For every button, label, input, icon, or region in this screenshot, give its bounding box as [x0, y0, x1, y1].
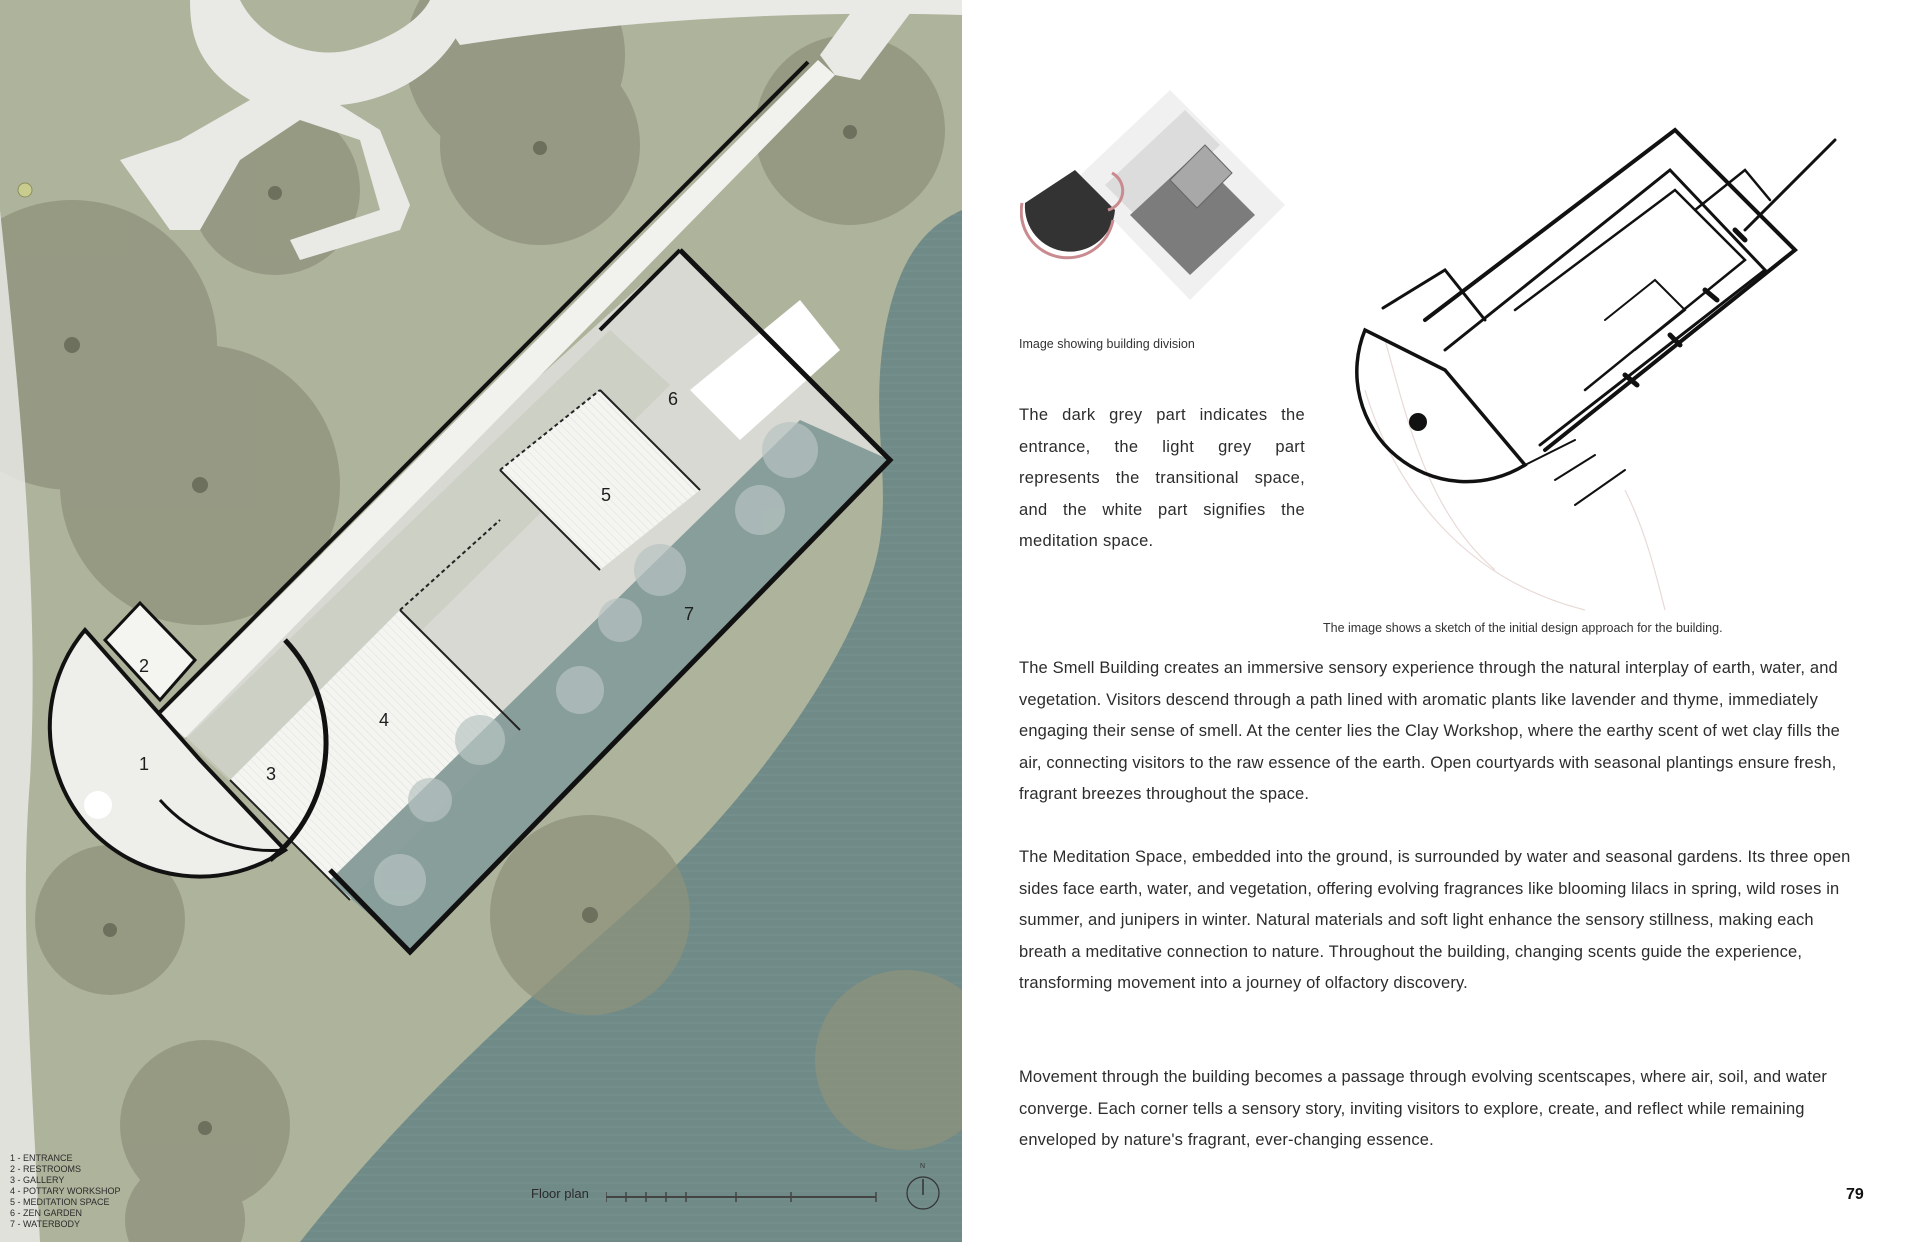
legend-item: 1 - ENTRANCE — [10, 1153, 73, 1163]
body-paragraph-1: The Smell Building creates an immersive sensory experience through the natural interplay of earth, water, and vegetation. Visitors descend through a path lined with aromatic plants like lavender and thyme, immediately engaging their sense of smell. At the center lies the Clay Workshop, where the earthy scent of wet clay fills the air, connecting visitors to the raw essence of the earth. Open courtyards with seasonal plantings ensure fresh, fragrant breezes throughout the space. — [1019, 659, 1840, 803]
design-sketch — [1325, 110, 1870, 620]
building-division-diagram — [1020, 85, 1290, 315]
north-label: N — [920, 1163, 926, 1170]
room-number-waterbody: 7 — [684, 604, 695, 624]
room-number-restrooms: 2 — [139, 656, 150, 676]
scale-label: Floor plan — [531, 1186, 589, 1201]
room-number-zen-garden: 6 — [668, 389, 679, 409]
room-number-pottery-workshop: 4 — [379, 710, 390, 730]
legend-item: 3 - GALLERY — [10, 1175, 65, 1185]
legend-item: 6 - ZEN GARDEN — [10, 1208, 83, 1218]
body-paragraph-3: Movement through the building becomes a passage through evolving scentscapes, where air, soil, and water converge. Each corner tells a sensory story, inviting visitors to explore, create, and reflect while remaining enveloped by nature's fragrant, ever-changing essence. — [1019, 1068, 1828, 1149]
legend-item: 7 - WATERBODY — [10, 1219, 81, 1229]
scale-bar — [606, 1190, 886, 1204]
body-paragraph-2: The Meditation Space, embedded into the ground, is surrounded by water and seasonal gardens. Its three open sides face earth, water, and vegetation, offering evolving fragrances like blooming lilacs in spring, wild roses in summer, and junipers in winter. Natural materials and soft light enhance the sensory stillness, making each breath a meditative connection to nature. Throughout the building, changing scents guide the experience, transforming movement into a journey of olfactory discovery. — [1019, 848, 1851, 992]
room-number-entrance: 1 — [139, 754, 150, 774]
room-number-meditation-space: 5 — [601, 485, 612, 505]
room-number-gallery: 3 — [266, 764, 277, 784]
legend-item: 2 - RESTROOMS — [10, 1164, 82, 1174]
marker-dot — [18, 183, 32, 197]
sketch-caption: The image shows a sketch of the initial design approach for the building. — [1323, 621, 1723, 635]
north-arrow-icon — [905, 1175, 941, 1211]
floor-plan-legend — [10, 1153, 121, 1230]
intro-paragraph: The dark grey part indicates the entrance, the light grey part represents the transitional space, and the white part signifies the meditation space. — [1019, 406, 1305, 550]
legend-item: 4 - POTTARY WORKSHOP — [10, 1186, 121, 1196]
division-caption: Image showing building division — [1019, 337, 1195, 351]
page-number: 79 — [1846, 1186, 1864, 1203]
legend-item: 5 - MEDITATION SPACE — [10, 1197, 110, 1207]
